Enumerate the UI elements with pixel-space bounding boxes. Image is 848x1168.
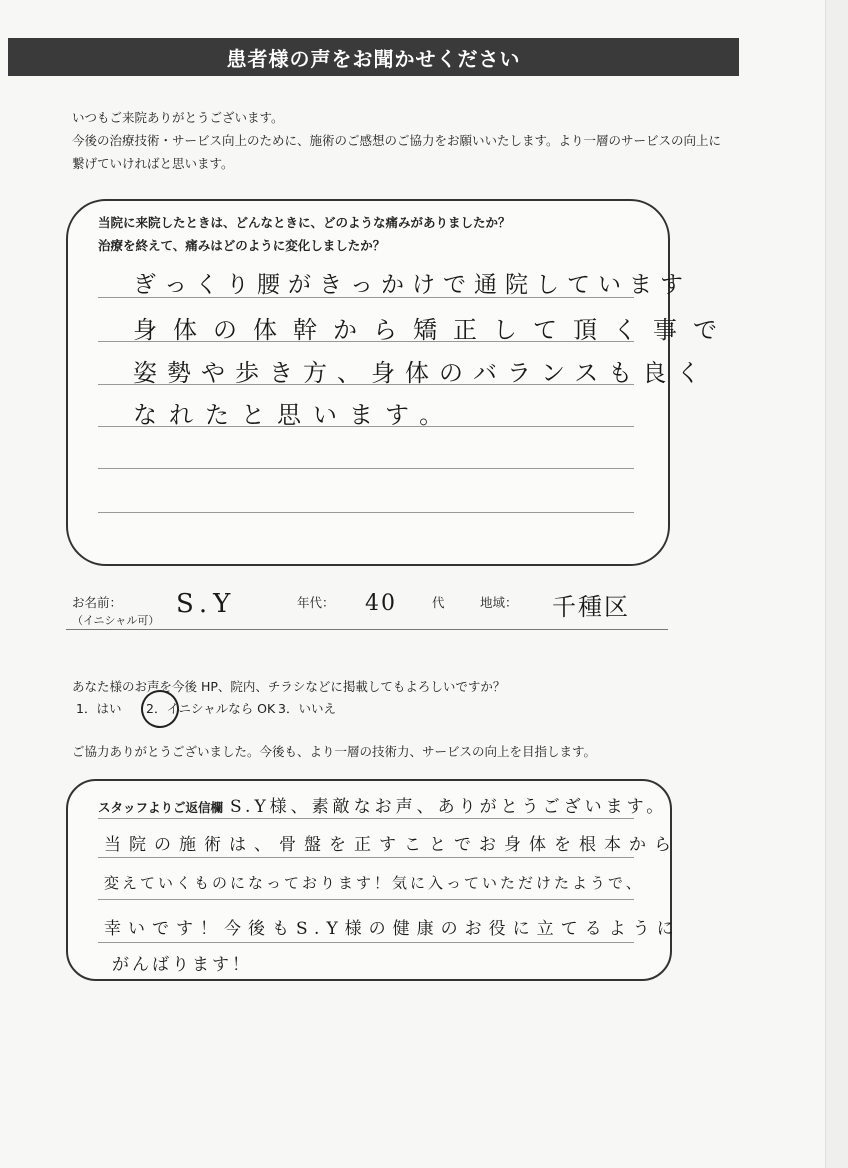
reply-line: がんばります！ bbox=[112, 955, 252, 975]
answer-line: なれたと思います。 bbox=[133, 401, 456, 429]
consent-option-initial: 2．イニシャルなら OK bbox=[146, 701, 276, 716]
consent-question: あなた様のお声を今後 HP、院内、チラシなどに掲載してもよろしいですか？ bbox=[72, 679, 506, 694]
ruled-line bbox=[98, 942, 634, 943]
question-1: 当院に来院したときは、どんなときに、どのような痛みがありましたか？ bbox=[98, 215, 511, 230]
ruled-line bbox=[98, 857, 634, 858]
reply-line: 幸いです！今後もS.Y様の健康のお役に立てるように bbox=[104, 919, 681, 939]
answer-line: ぎっくり腰がきっかけで通院しています bbox=[133, 272, 691, 298]
intro-text bbox=[72, 106, 721, 175]
reply-line: 当院の施術は、骨盤を正すことでお身体を根本から bbox=[104, 835, 679, 855]
reply-line: S.Y様、素敵なお声、ありがとうございます。 bbox=[230, 797, 668, 817]
consent-option-no: 3．いいえ bbox=[278, 701, 336, 716]
ruled-line bbox=[98, 818, 634, 819]
intro-line: いつもご来院ありがとうございます。 bbox=[72, 110, 284, 125]
reply-line: 変えていくものになっております！気に入っていただけたようで、 bbox=[104, 874, 644, 892]
name-value: S.Y bbox=[176, 589, 237, 619]
intro-line: 今後の治療技術・サービス向上のために、施術のご感想のご協力をお願いいたします。より一層のサービスの向上に bbox=[72, 133, 722, 148]
age-label: 年代： bbox=[297, 595, 335, 610]
ruled-line bbox=[98, 512, 634, 513]
age-value: 40 bbox=[365, 591, 397, 616]
page-title: 患者様の声をお聞かせください bbox=[8, 38, 739, 76]
paper-edge bbox=[825, 0, 848, 1168]
area-value: 千種区 bbox=[552, 593, 630, 621]
intro-line: 繋げていければと思います。 bbox=[72, 156, 234, 171]
staff-reply-label: スタッフよりご返信欄 bbox=[98, 800, 224, 815]
consent-option-yes: 1．はい bbox=[76, 701, 122, 716]
question-2: 治療を終えて、痛みはどのように変化しましたか？ bbox=[98, 238, 386, 253]
thanks-text: ご協力ありがとうございました。今後も、より一層の技術力、サービスの向上を目指します。 bbox=[72, 744, 597, 759]
profile-underline bbox=[66, 629, 668, 630]
name-sub-label: （イニシャル可） bbox=[72, 614, 160, 627]
area-label: 地域： bbox=[480, 595, 518, 610]
ruled-line bbox=[98, 468, 634, 469]
age-unit: 代 bbox=[432, 595, 445, 610]
ruled-line bbox=[98, 899, 634, 900]
answer-line: 姿勢や歩き方、身体のバランスも良く bbox=[133, 359, 711, 387]
answer-line: 身体の体幹から矯正して頂く事で bbox=[133, 316, 733, 344]
name-label: お名前： bbox=[72, 595, 123, 610]
